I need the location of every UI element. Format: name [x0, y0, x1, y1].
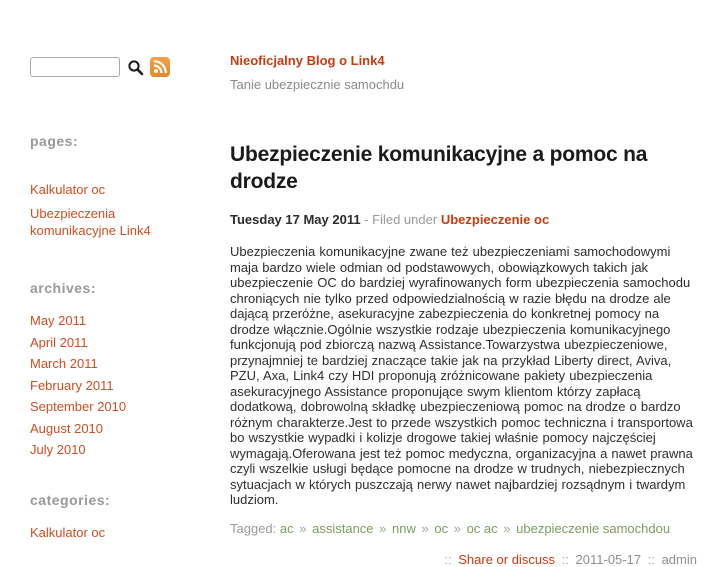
filed-under-label: - Filed under — [364, 212, 438, 227]
post-category-link[interactable]: Ubezpieczenie oc — [440, 212, 550, 227]
share-or-discuss-link[interactable]: Share or discuss — [458, 551, 556, 567]
post-date: Tuesday 17 May 2011 — [230, 212, 361, 227]
tag-separator: » — [379, 520, 387, 536]
pages-heading: pages: — [30, 133, 79, 149]
sidebar-pages-section — [30, 133, 190, 246]
post-footer — [230, 552, 697, 567]
sidebar-item-kalkulator-oc[interactable]: Kalkulator oc — [30, 182, 106, 197]
post-body: Ubezpieczenia komunikacyjne zwane też ubezpieczeniami samochodowymi maja bardzo wiele odmian od podstawowych, obowiązkowych takich jak ubezpieczenie OC do bardziej wyrafinowanych form ubezpieczenia samochodu chroniących nie tylko przed odpowiedzialnością w razie błędu na drodze ale dającą przeróżne, asekuracyjne zabezpieczenia do konkretnej pomocy na drodze włącznie.Ogólnie wszystkie rodzaje ubezpieczenia komunikacyjnego funkcjonują pod zbiorczą nazwą Assistance.Towarzystwa ubezpieczeniowe, przynajmniej te bardziej znaczące takie jak na przykład Liberty direct, Aviva, PZU, Axa, Link4 czy HDI proponują zróżnicowane pakiety ubezpieczenia asekuracyjnego Assistance proponujące swym klientom którzy zapłacą dodatkową, dobrowolną składkę ubezpieczeniową pomoc na drodze o bardzo różnym charakterze.Jest to przede wszystkich pomoc techniczna i transportowa bo wszystkie wypadki i kolizje drogowe takiej właśnie pomocy najczęściej wymagają.Oferowana jest też pomoc medyczna, organizacyjna a nawet prawna czyli wszelkie usługi będące pomocne na drodze w trudnych, niebezpiecznych sytuacjach w których puszczają nerwy nawet najbardziej rozsądnym i twardym ludziom. — [230, 244, 693, 507]
category-link-kalkulator-oc[interactable]: Kalkulator oc — [30, 525, 106, 540]
footer-separator: :: — [444, 551, 452, 567]
list-item — [30, 353, 190, 375]
tag-link-oc-ac[interactable]: oc ac — [466, 520, 498, 536]
archive-link-july-2010[interactable]: July 2010 — [30, 442, 86, 457]
search-bar — [30, 57, 170, 77]
archive-link-august-2010[interactable]: August 2010 — [30, 420, 104, 436]
footer-date: 2011-05-17 — [575, 551, 642, 567]
post-meta — [230, 212, 697, 227]
footer-separator: :: — [647, 551, 655, 567]
post-article — [230, 141, 697, 567]
archive-link-april-2011[interactable]: April 2011 — [30, 334, 88, 350]
list-item — [30, 332, 190, 354]
archive-link-september-2010[interactable]: September 2010 — [30, 399, 127, 414]
footer-separator: :: — [561, 551, 569, 567]
blog-title-link[interactable]: Nieoficjalny Blog o Link4 — [230, 53, 385, 68]
tag-link-nnw[interactable]: nnw — [392, 520, 416, 536]
blog-tagline: Tanie ubezpiecznie samochdu — [230, 77, 405, 92]
page-title: Ubezpieczenie komunikacyjne a pomoc na drodze — [230, 143, 648, 193]
sidebar-categories-section — [30, 492, 190, 541]
list-item — [30, 418, 190, 440]
tag-link-assistance[interactable]: assistance — [312, 520, 374, 536]
search-input[interactable] — [30, 57, 120, 77]
list-item — [30, 439, 190, 461]
tag-separator: » — [299, 520, 307, 536]
search-icon — [127, 59, 144, 76]
archive-link-march-2011[interactable]: March 2011 — [30, 356, 98, 371]
list-item — [30, 375, 190, 397]
sidebar-archives-section — [30, 280, 190, 461]
search-button[interactable] — [127, 59, 144, 76]
tag-link-ac[interactable]: ac — [279, 520, 294, 536]
sidebar-item-ubezpieczenia-komunikacyjne[interactable]: Ubezpieczenia komunikacyjne Link4 — [30, 206, 151, 238]
tag-link-oc[interactable]: oc — [434, 520, 449, 536]
categories-heading: categories: — [30, 492, 111, 508]
tag-separator: » — [453, 520, 461, 536]
footer-author: admin — [661, 551, 697, 567]
rss-button[interactable] — [150, 57, 170, 77]
archives-heading: archives: — [30, 280, 96, 296]
archive-link-february-2011[interactable]: February 2011 — [30, 377, 114, 393]
list-item — [30, 396, 190, 418]
list-item — [30, 310, 190, 332]
tag-separator: » — [503, 520, 511, 536]
rss-icon — [153, 60, 167, 74]
tag-link-ubezpieczenie-samochdou[interactable]: ubezpieczenie samochdou — [516, 520, 671, 536]
post-tags-row — [230, 521, 697, 536]
tagged-label: Tagged: — [230, 520, 277, 536]
archive-link-may-2011[interactable]: May 2011 — [30, 313, 87, 328]
site-header — [230, 52, 695, 92]
tag-separator: » — [421, 520, 429, 536]
archives-list — [30, 310, 190, 461]
